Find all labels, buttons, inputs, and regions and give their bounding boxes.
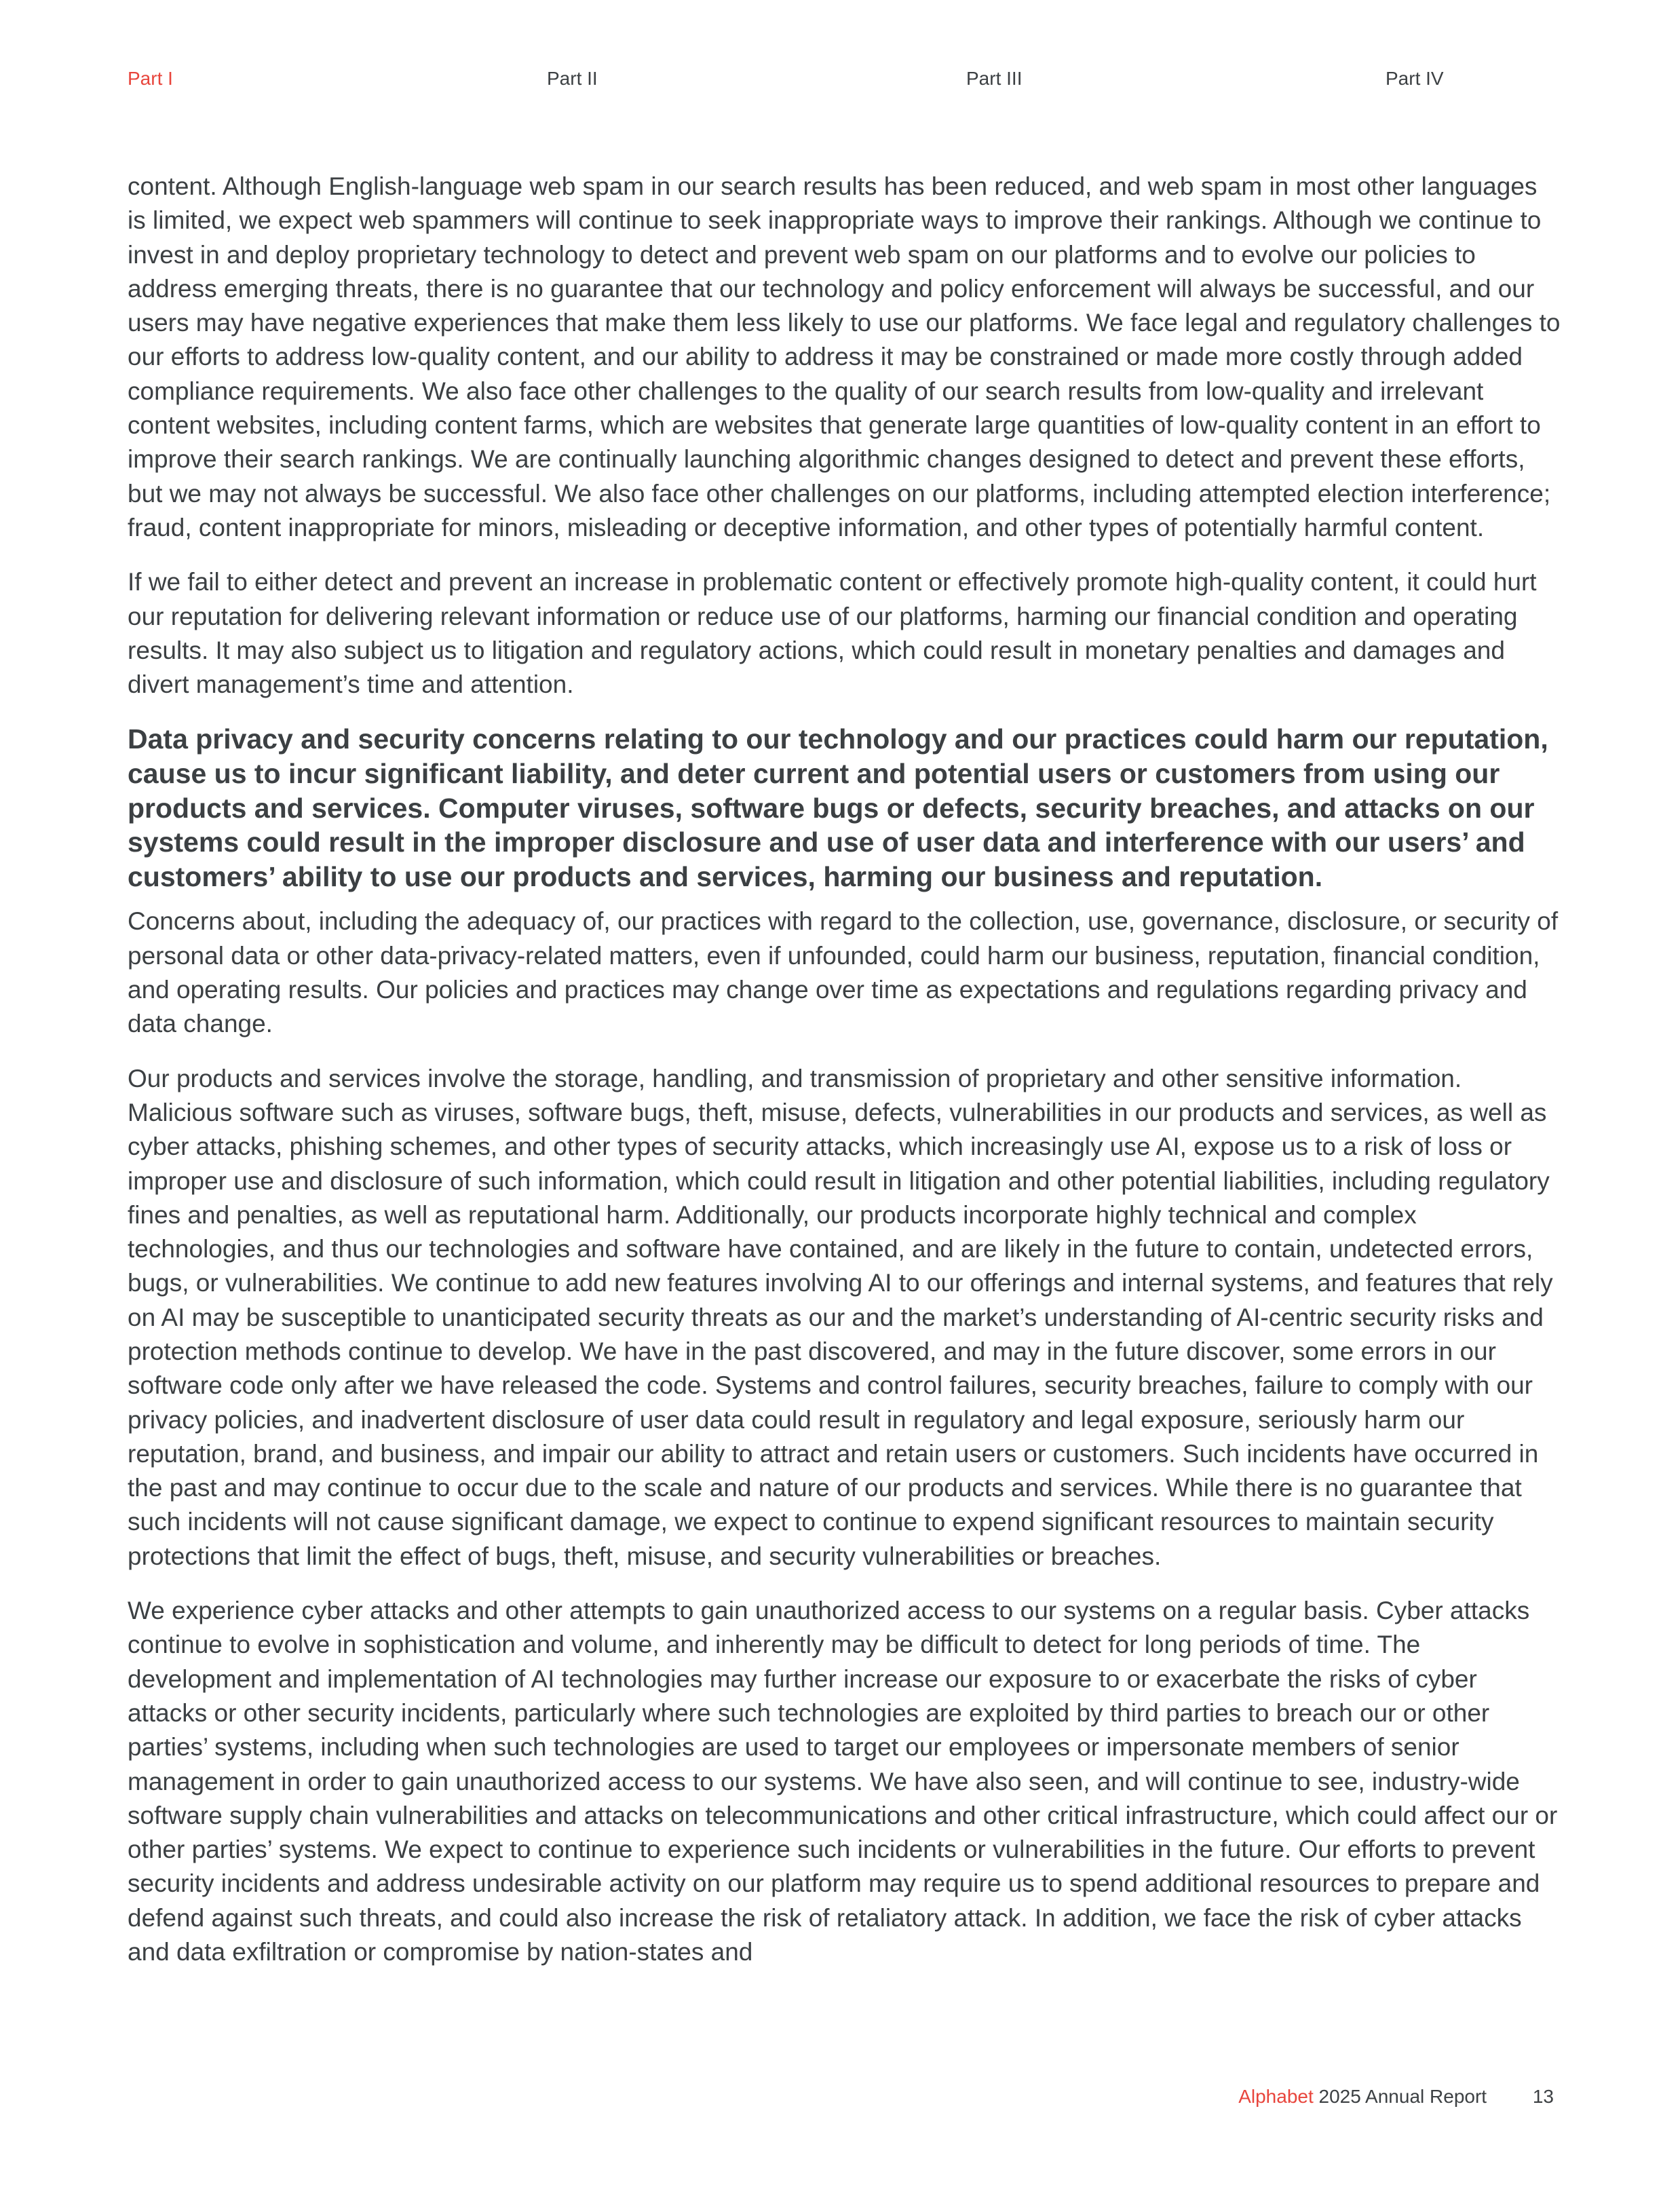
page-footer: [1238, 2083, 1554, 2110]
page-body: [128, 170, 1561, 1990]
nav-part-2[interactable]: Part II: [547, 68, 598, 89]
paragraph-privacy-concerns: Concerns about, including the adequacy of, our practices with regard to the collection, use, governance, disclosure, or security of personal data or other data-privacy-related matters, even if unfounded, could harm our business, reputation, financial condition, and operating results. Our policies and practices may change over time as expectations and regulations regarding privacy and data change.: [128, 907, 1559, 1038]
footer-brand: Alphabet: [1238, 2086, 1314, 2107]
nav-part-3[interactable]: Part III: [966, 68, 1023, 89]
paragraph-problematic-content: If we fail to either detect and prevent an increase in problematic content or effectively promote high-quality content, it could hurt our reputation for delivering relevant information or reduce use of our platforms, harming our financial condition and operating results. It may also subject us to litigation and regulatory actions, which could result in monetary penalties and damages and divert management’s time and attention.: [128, 568, 1537, 699]
nav-part-1[interactable]: Part I: [128, 68, 173, 89]
nav-part-4[interactable]: Part IV: [1386, 68, 1444, 89]
risk-heading-data-privacy: Data privacy and security concerns relating to our technology and our practices could harm our reputation, cause us to incur significant liability, and deter current and potential users or customers from using our products and services. Computer viruses, software bugs or defects, security breaches, and attacks on our systems could result in the improper disclosure and use of user data and interference with our users’ and customers’ ability to use our products and services, harming our business and reputation.: [128, 723, 1548, 892]
part-navigation: [128, 65, 1552, 92]
paragraph-security-breaches: Our products and services involve the storage, handling, and transmission of proprietary and other sensitive information. Malicious software such as viruses, software bugs, theft, misuse, defects, vulnerabilities in our products and services, as well as cyber attacks, phishing schemes, and other types of security attacks, which increasingly use AI, expose us to a risk of loss or improper use and disclosure of such information, which could result in litigation and other potential liabilities, including regulatory fines and penalties, as well as reputational harm. Additionally, our products incorporate highly technical and complex technologies, and thus our technologies and software have contained, and are likely in the future to contain, undetected errors, bugs, or vulnerabilities. We continue to add new features involving AI to our offerings and internal systems, and features that rely on AI may be susceptible to unanticipated security threats as our and the market’s understanding of AI-centric security risks and protection methods continue to develop. We have in the past discovered, and may in the future discover, some errors in our software code only after we have released the code. Systems and control failures, security breaches, failure to comply with our privacy policies, and inadvertent disclosure of user data could result in regulatory and legal exposure, seriously harm our reputation, brand, and business, and impair our ability to attract and retain users or customers. Such incidents have occurred in the past and may continue to occur due to the scale and nature of our products and services. While there is no guarantee that such incidents will not cause significant damage, we expect to continue to expend significant resources to maintain security protections that limit the effect of bugs, theft, misuse, and security vulnerabilities or breaches.: [128, 1064, 1553, 1570]
footer-report-title: 2025 Annual Report: [1318, 2086, 1487, 2107]
page-number: 13: [1532, 2086, 1554, 2107]
paragraph-web-spam: content. Although English-language web spam in our search results has been reduced, and web spam in most other languages is limited, we expect web spammers will continue to seek inappropriate ways to improve their rankings. Although we continue to invest in and deploy proprietary technology to detect and prevent web spam on our platforms and to evolve our policies to address emerging threats, there is no guarantee that our technology and policy enforcement will always be successful, and our users may have negative experiences that make them less likely to use our platforms. We face legal and regulatory challenges to our efforts to address low-quality content, and our ability to address it may be constrained or made more costly through added compliance requirements. We also face other challenges to the quality of our search results from low-quality and irrelevant content websites, including content farms, which are websites that generate large quantities of low-quality content in an effort to improve their search rankings. We are continually launching algorithmic changes designed to detect and prevent these efforts, but we may not always be successful. We also face other challenges on our platforms, including attempted election interference; fraud, content inappropriate for minors, misleading or deceptive information, and other types of potentially harmful content.: [128, 172, 1561, 541]
paragraph-cyber-attacks: We experience cyber attacks and other attempts to gain unauthorized access to our systems on a regular basis. Cyber attacks continue to evolve in sophistication and volume, and inherently may be difficult to detect for long periods of time. The development and implementation of AI technologies may further increase our exposure to or exacerbate the risks of cyber attacks or other security incidents, particularly where such technologies are exploited by third parties to breach our or other parties’ systems, including when such technologies are used to target our employees or impersonate members of senior management in order to gain unauthorized access to our systems. We have also seen, and will continue to see, industry-wide software supply chain vulnerabilities and attacks on telecommunications and other critical infrastructure, which could affect our or other parties’ systems. We expect to continue to experience such incidents or vulnerabilities in the future. Our efforts to prevent security incidents and address undesirable activity on our platform may require us to spend additional resources to prepare and defend against such threats, and could also increase the risk of retaliatory attack. In addition, we face the risk of cyber attacks and data exfiltration or compromise by nation-states and: [128, 1597, 1558, 1966]
